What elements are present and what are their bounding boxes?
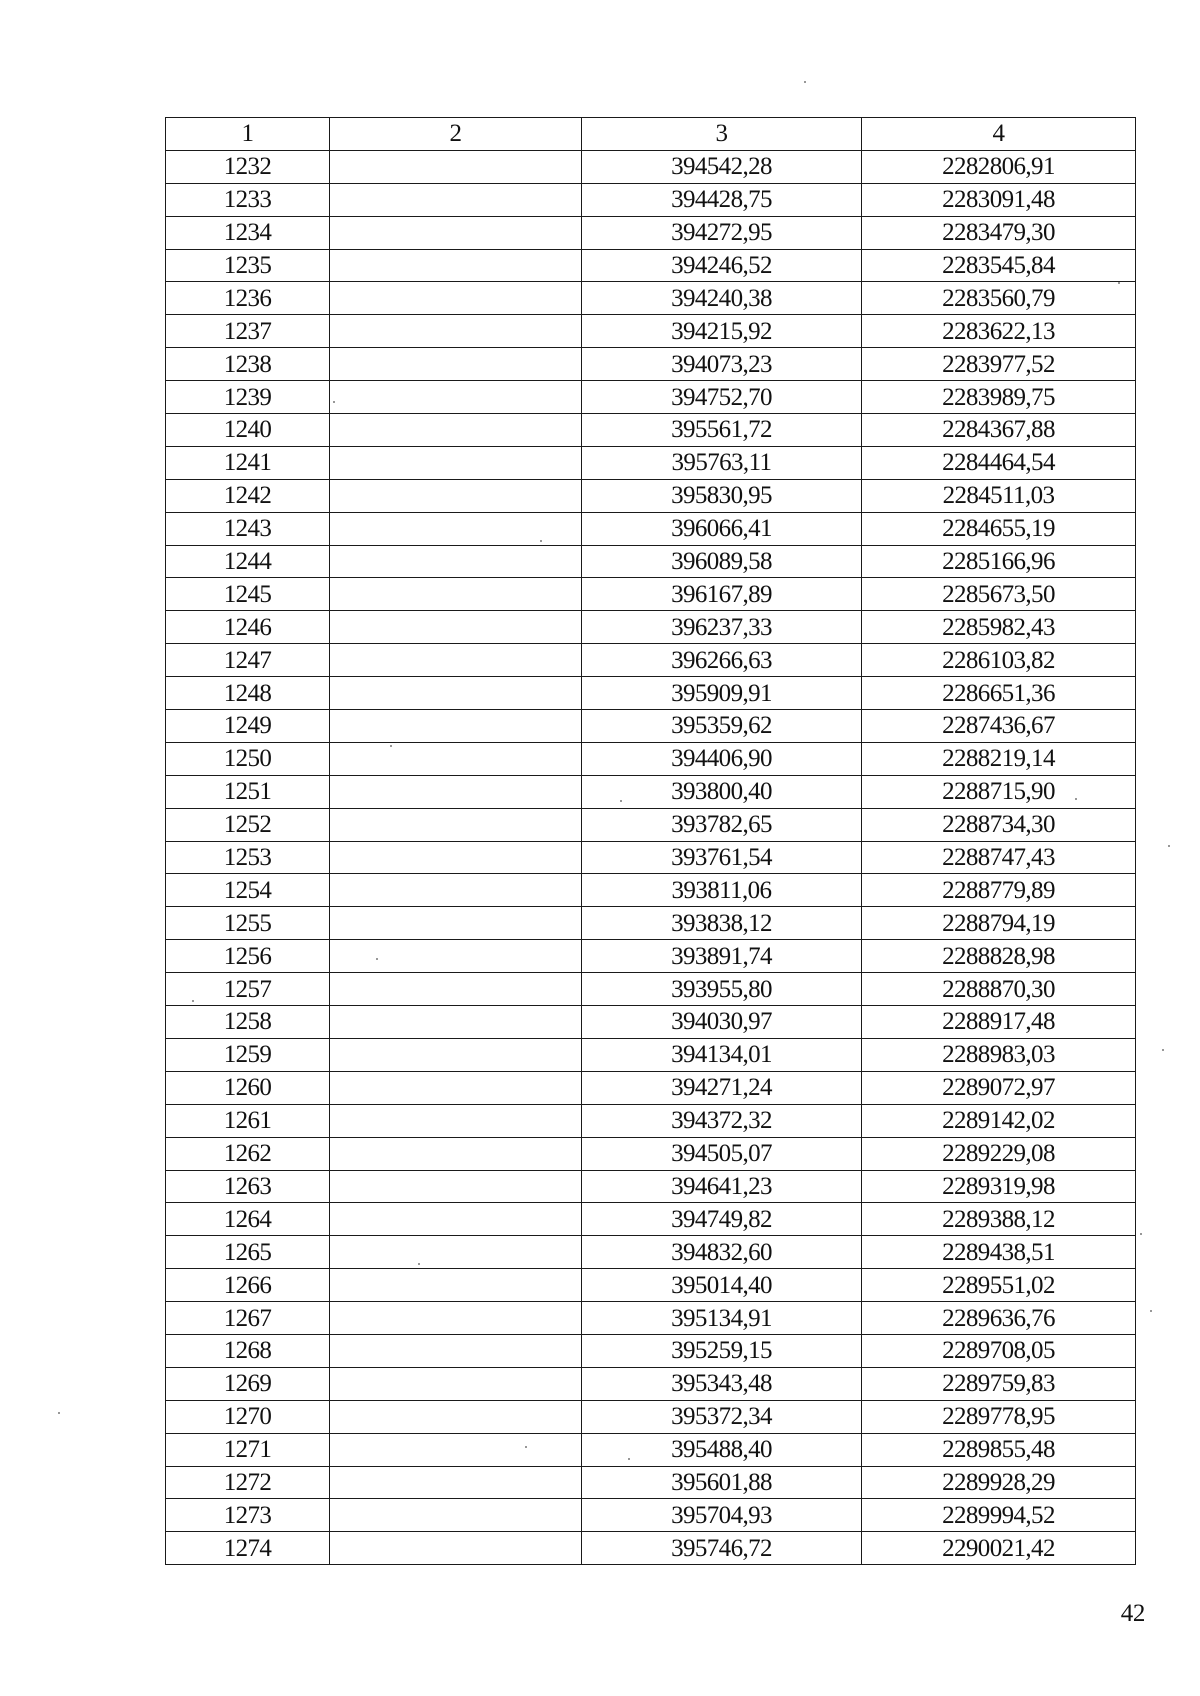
column-header-3: 3 xyxy=(582,118,862,151)
y-coordinate-cell: 2289388,12 xyxy=(862,1203,1136,1236)
x-coordinate-cell: 395488,40 xyxy=(582,1433,862,1466)
point-number-cell: 1246 xyxy=(166,611,330,644)
table-row xyxy=(166,1269,1136,1302)
description-cell xyxy=(330,611,582,644)
y-coordinate-cell: 2289759,83 xyxy=(862,1367,1136,1400)
table-row xyxy=(166,611,1136,644)
table-row xyxy=(166,841,1136,874)
point-number-cell: 1248 xyxy=(166,677,330,710)
table-row xyxy=(166,1104,1136,1137)
x-coordinate-cell: 395014,40 xyxy=(582,1269,862,1302)
description-cell xyxy=(330,874,582,907)
y-coordinate-cell: 2286103,82 xyxy=(862,644,1136,677)
point-number-cell: 1233 xyxy=(166,183,330,216)
scan-speck xyxy=(1162,1049,1164,1051)
y-coordinate-cell: 2288715,90 xyxy=(862,775,1136,808)
description-cell xyxy=(330,512,582,545)
description-cell xyxy=(330,545,582,578)
y-coordinate-cell: 2284511,03 xyxy=(862,479,1136,512)
description-cell xyxy=(330,1499,582,1532)
y-coordinate-cell: 2286651,36 xyxy=(862,677,1136,710)
header-row xyxy=(166,118,1136,151)
x-coordinate-cell: 394372,32 xyxy=(582,1104,862,1137)
point-number-cell: 1249 xyxy=(166,710,330,743)
description-cell xyxy=(330,183,582,216)
description-cell xyxy=(330,1334,582,1367)
y-coordinate-cell: 2288747,43 xyxy=(862,841,1136,874)
point-number-cell: 1251 xyxy=(166,775,330,808)
x-coordinate-cell: 395746,72 xyxy=(582,1532,862,1565)
point-number-cell: 1236 xyxy=(166,282,330,315)
table-row xyxy=(166,907,1136,940)
point-number-cell: 1237 xyxy=(166,315,330,348)
description-cell xyxy=(330,446,582,479)
x-coordinate-cell: 394832,60 xyxy=(582,1236,862,1269)
x-coordinate-cell: 394272,95 xyxy=(582,216,862,249)
scan-speck xyxy=(1150,1310,1152,1312)
x-coordinate-cell: 396237,33 xyxy=(582,611,862,644)
table-row xyxy=(166,1532,1136,1565)
x-coordinate-cell: 394428,75 xyxy=(582,183,862,216)
y-coordinate-cell: 2289636,76 xyxy=(862,1302,1136,1335)
table-row xyxy=(166,315,1136,348)
table-row xyxy=(166,940,1136,973)
description-cell xyxy=(330,1236,582,1269)
x-coordinate-cell: 395561,72 xyxy=(582,414,862,447)
x-coordinate-cell: 394641,23 xyxy=(582,1170,862,1203)
table-row xyxy=(166,710,1136,743)
description-cell xyxy=(330,1071,582,1104)
table-row xyxy=(166,578,1136,611)
description-cell xyxy=(330,1433,582,1466)
y-coordinate-cell: 2288794,19 xyxy=(862,907,1136,940)
description-cell xyxy=(330,841,582,874)
point-number-cell: 1264 xyxy=(166,1203,330,1236)
point-number-cell: 1269 xyxy=(166,1367,330,1400)
y-coordinate-cell: 2290021,42 xyxy=(862,1532,1136,1565)
x-coordinate-cell: 394542,28 xyxy=(582,150,862,183)
table-row xyxy=(166,183,1136,216)
description-cell xyxy=(330,1038,582,1071)
x-coordinate-cell: 396266,63 xyxy=(582,644,862,677)
y-coordinate-cell: 2289072,97 xyxy=(862,1071,1136,1104)
point-number-cell: 1272 xyxy=(166,1466,330,1499)
description-cell xyxy=(330,1400,582,1433)
y-coordinate-cell: 2283479,30 xyxy=(862,216,1136,249)
point-number-cell: 1255 xyxy=(166,907,330,940)
x-coordinate-cell: 394406,90 xyxy=(582,742,862,775)
scan-speck xyxy=(540,540,542,542)
y-coordinate-cell: 2288983,03 xyxy=(862,1038,1136,1071)
description-cell xyxy=(330,216,582,249)
point-number-cell: 1242 xyxy=(166,479,330,512)
point-number-cell: 1253 xyxy=(166,841,330,874)
y-coordinate-cell: 2289229,08 xyxy=(862,1137,1136,1170)
x-coordinate-cell: 393761,54 xyxy=(582,841,862,874)
x-coordinate-cell: 395343,48 xyxy=(582,1367,862,1400)
description-cell xyxy=(330,907,582,940)
point-number-cell: 1271 xyxy=(166,1433,330,1466)
table-row xyxy=(166,742,1136,775)
point-number-cell: 1270 xyxy=(166,1400,330,1433)
point-number-cell: 1247 xyxy=(166,644,330,677)
table-row xyxy=(166,1170,1136,1203)
y-coordinate-cell: 2288917,48 xyxy=(862,1006,1136,1039)
description-cell xyxy=(330,1137,582,1170)
y-coordinate-cell: 2282806,91 xyxy=(862,150,1136,183)
x-coordinate-cell: 394246,52 xyxy=(582,249,862,282)
table-row xyxy=(166,1236,1136,1269)
description-cell xyxy=(330,742,582,775)
point-number-cell: 1256 xyxy=(166,940,330,973)
table-row xyxy=(166,677,1136,710)
description-cell xyxy=(330,1006,582,1039)
table-row xyxy=(166,1038,1136,1071)
point-number-cell: 1262 xyxy=(166,1137,330,1170)
point-number-cell: 1265 xyxy=(166,1236,330,1269)
y-coordinate-cell: 2284367,88 xyxy=(862,414,1136,447)
description-cell xyxy=(330,315,582,348)
description-cell xyxy=(330,677,582,710)
y-coordinate-cell: 2288219,14 xyxy=(862,742,1136,775)
x-coordinate-cell: 395259,15 xyxy=(582,1334,862,1367)
y-coordinate-cell: 2289142,02 xyxy=(862,1104,1136,1137)
y-coordinate-cell: 2288779,89 xyxy=(862,874,1136,907)
y-coordinate-cell: 2288734,30 xyxy=(862,808,1136,841)
description-cell xyxy=(330,775,582,808)
point-number-cell: 1245 xyxy=(166,578,330,611)
description-cell xyxy=(330,1302,582,1335)
y-coordinate-cell: 2283560,79 xyxy=(862,282,1136,315)
point-number-cell: 1241 xyxy=(166,446,330,479)
column-header-2: 2 xyxy=(330,118,582,151)
point-number-cell: 1273 xyxy=(166,1499,330,1532)
x-coordinate-cell: 396167,89 xyxy=(582,578,862,611)
description-cell xyxy=(330,644,582,677)
table-row xyxy=(166,1499,1136,1532)
table-row xyxy=(166,150,1136,183)
point-number-cell: 1243 xyxy=(166,512,330,545)
scan-speck xyxy=(628,1458,630,1460)
table-row xyxy=(166,479,1136,512)
page-number: 42 xyxy=(1120,1600,1145,1627)
point-number-cell: 1266 xyxy=(166,1269,330,1302)
table-row xyxy=(166,545,1136,578)
description-cell xyxy=(330,710,582,743)
x-coordinate-cell: 393811,06 xyxy=(582,874,862,907)
point-number-cell: 1261 xyxy=(166,1104,330,1137)
point-number-cell: 1268 xyxy=(166,1334,330,1367)
point-number-cell: 1232 xyxy=(166,150,330,183)
x-coordinate-cell: 396089,58 xyxy=(582,545,862,578)
x-coordinate-cell: 393891,74 xyxy=(582,940,862,973)
description-cell xyxy=(330,348,582,381)
point-number-cell: 1244 xyxy=(166,545,330,578)
x-coordinate-cell: 394134,01 xyxy=(582,1038,862,1071)
scan-speck xyxy=(620,800,622,802)
point-number-cell: 1274 xyxy=(166,1532,330,1565)
scan-speck xyxy=(1168,845,1170,847)
x-coordinate-cell: 393955,80 xyxy=(582,973,862,1006)
y-coordinate-cell: 2289994,52 xyxy=(862,1499,1136,1532)
table-row xyxy=(166,216,1136,249)
scan-speck xyxy=(333,401,335,403)
y-coordinate-cell: 2289928,29 xyxy=(862,1466,1136,1499)
y-coordinate-cell: 2283977,52 xyxy=(862,348,1136,381)
description-cell xyxy=(330,1269,582,1302)
x-coordinate-cell: 396066,41 xyxy=(582,512,862,545)
y-coordinate-cell: 2284464,54 xyxy=(862,446,1136,479)
table-row xyxy=(166,1302,1136,1335)
x-coordinate-cell: 394030,97 xyxy=(582,1006,862,1039)
table-row xyxy=(166,1071,1136,1104)
description-cell xyxy=(330,1367,582,1400)
table-row xyxy=(166,1006,1136,1039)
point-number-cell: 1263 xyxy=(166,1170,330,1203)
y-coordinate-cell: 2288828,98 xyxy=(862,940,1136,973)
x-coordinate-cell: 393838,12 xyxy=(582,907,862,940)
y-coordinate-cell: 2283545,84 xyxy=(862,249,1136,282)
x-coordinate-cell: 394505,07 xyxy=(582,1137,862,1170)
x-coordinate-cell: 395359,62 xyxy=(582,710,862,743)
point-number-cell: 1240 xyxy=(166,414,330,447)
y-coordinate-cell: 2285166,96 xyxy=(862,545,1136,578)
description-cell xyxy=(330,414,582,447)
scan-speck xyxy=(1140,1233,1142,1235)
point-number-cell: 1267 xyxy=(166,1302,330,1335)
point-number-cell: 1259 xyxy=(166,1038,330,1071)
x-coordinate-cell: 395830,95 xyxy=(582,479,862,512)
description-cell xyxy=(330,282,582,315)
description-cell xyxy=(330,1466,582,1499)
description-cell xyxy=(330,578,582,611)
point-number-cell: 1238 xyxy=(166,348,330,381)
point-number-cell: 1254 xyxy=(166,874,330,907)
scan-speck xyxy=(58,1412,60,1414)
coordinates-table xyxy=(165,117,1136,1565)
scan-speck xyxy=(376,958,378,960)
table-row xyxy=(166,1137,1136,1170)
point-number-cell: 1239 xyxy=(166,381,330,414)
scan-speck xyxy=(192,1000,194,1002)
scan-speck xyxy=(1075,798,1077,800)
y-coordinate-cell: 2283622,13 xyxy=(862,315,1136,348)
table-row xyxy=(166,348,1136,381)
x-coordinate-cell: 394271,24 xyxy=(582,1071,862,1104)
scan-speck xyxy=(525,1446,527,1448)
point-number-cell: 1250 xyxy=(166,742,330,775)
point-number-cell: 1234 xyxy=(166,216,330,249)
description-cell xyxy=(330,249,582,282)
x-coordinate-cell: 394752,70 xyxy=(582,381,862,414)
table-header xyxy=(166,118,1136,151)
table-row xyxy=(166,1433,1136,1466)
y-coordinate-cell: 2289551,02 xyxy=(862,1269,1136,1302)
scan-speck xyxy=(804,81,806,83)
description-cell xyxy=(330,1170,582,1203)
table-row xyxy=(166,808,1136,841)
x-coordinate-cell: 395704,93 xyxy=(582,1499,862,1532)
table-row xyxy=(166,1466,1136,1499)
description-cell xyxy=(330,973,582,1006)
y-coordinate-cell: 2284655,19 xyxy=(862,512,1136,545)
description-cell xyxy=(330,1203,582,1236)
column-header-4: 4 xyxy=(862,118,1136,151)
y-coordinate-cell: 2289855,48 xyxy=(862,1433,1136,1466)
table-row xyxy=(166,414,1136,447)
x-coordinate-cell: 393800,40 xyxy=(582,775,862,808)
x-coordinate-cell: 394215,92 xyxy=(582,315,862,348)
table-row xyxy=(166,381,1136,414)
x-coordinate-cell: 394073,23 xyxy=(582,348,862,381)
y-coordinate-cell: 2289708,05 xyxy=(862,1334,1136,1367)
point-number-cell: 1258 xyxy=(166,1006,330,1039)
table-row xyxy=(166,874,1136,907)
table-row xyxy=(166,1203,1136,1236)
point-number-cell: 1257 xyxy=(166,973,330,1006)
y-coordinate-cell: 2289438,51 xyxy=(862,1236,1136,1269)
description-cell xyxy=(330,1532,582,1565)
description-cell xyxy=(330,479,582,512)
x-coordinate-cell: 393782,65 xyxy=(582,808,862,841)
table-row xyxy=(166,249,1136,282)
x-coordinate-cell: 395372,34 xyxy=(582,1400,862,1433)
table-body xyxy=(166,150,1136,1564)
x-coordinate-cell: 395601,88 xyxy=(582,1466,862,1499)
description-cell xyxy=(330,381,582,414)
description-cell xyxy=(330,940,582,973)
point-number-cell: 1252 xyxy=(166,808,330,841)
table-row xyxy=(166,1334,1136,1367)
scan-speck xyxy=(390,745,392,747)
y-coordinate-cell: 2289319,98 xyxy=(862,1170,1136,1203)
description-cell xyxy=(330,1104,582,1137)
table-row xyxy=(166,512,1136,545)
table-row xyxy=(166,973,1136,1006)
y-coordinate-cell: 2289778,95 xyxy=(862,1400,1136,1433)
y-coordinate-cell: 2285673,50 xyxy=(862,578,1136,611)
table-row xyxy=(166,1367,1136,1400)
table-row xyxy=(166,446,1136,479)
x-coordinate-cell: 394240,38 xyxy=(582,282,862,315)
description-cell xyxy=(330,808,582,841)
column-header-1: 1 xyxy=(166,118,330,151)
y-coordinate-cell: 2285982,43 xyxy=(862,611,1136,644)
table-row xyxy=(166,1400,1136,1433)
y-coordinate-cell: 2283989,75 xyxy=(862,381,1136,414)
y-coordinate-cell: 2288870,30 xyxy=(862,973,1136,1006)
point-number-cell: 1235 xyxy=(166,249,330,282)
description-cell xyxy=(330,150,582,183)
table-row xyxy=(166,644,1136,677)
x-coordinate-cell: 394749,82 xyxy=(582,1203,862,1236)
table-row xyxy=(166,775,1136,808)
scan-speck xyxy=(1118,282,1120,284)
scan-speck xyxy=(418,1263,420,1265)
point-number-cell: 1260 xyxy=(166,1071,330,1104)
x-coordinate-cell: 395763,11 xyxy=(582,446,862,479)
x-coordinate-cell: 395909,91 xyxy=(582,677,862,710)
y-coordinate-cell: 2287436,67 xyxy=(862,710,1136,743)
x-coordinate-cell: 395134,91 xyxy=(582,1302,862,1335)
table-row xyxy=(166,282,1136,315)
y-coordinate-cell: 2283091,48 xyxy=(862,183,1136,216)
